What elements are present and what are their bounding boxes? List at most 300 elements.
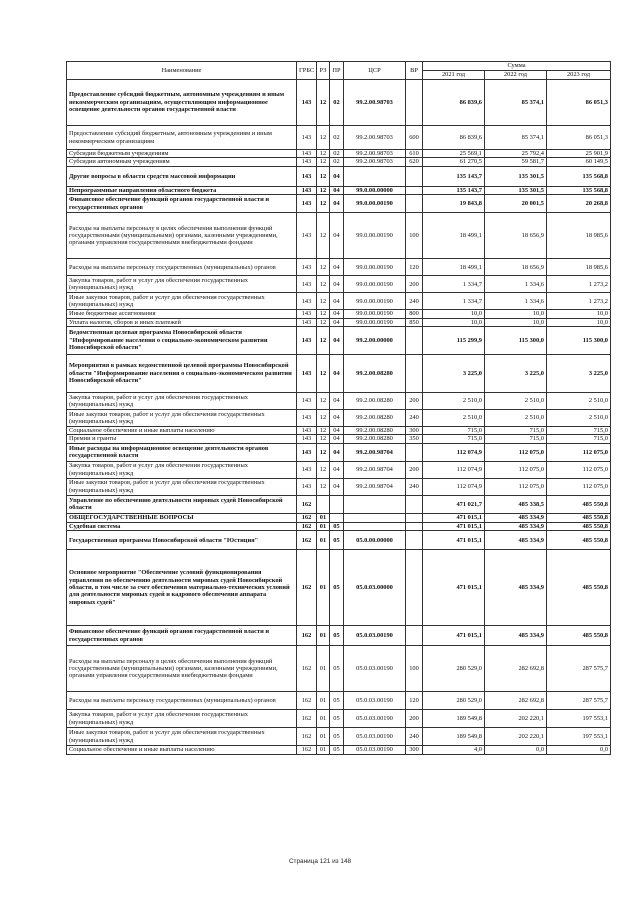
row-name: Финансовое обеспечение функций органов государственной власти и государственных органов (67, 195, 297, 213)
header-csr: ЦСР (344, 62, 406, 80)
row-pr: 05 (330, 550, 344, 626)
row-csr (344, 166, 406, 186)
row-sum-2021: 112 074,9 (423, 461, 485, 478)
row-grbs: 162 (297, 513, 317, 522)
row-csr: 99.0.00.00190 (344, 259, 406, 276)
row-sum-2023: 86 051,3 (547, 126, 611, 150)
row-sum-2021: 471 015,1 (423, 626, 485, 646)
row-sum-2021: 135 143,7 (423, 166, 485, 186)
row-rz: 01 (317, 646, 330, 692)
row-sum-2021: 280 529,0 (423, 692, 485, 710)
row-grbs: 162 (297, 646, 317, 692)
table-row (67, 126, 611, 150)
row-name: Закупка товаров, работ и услуг для обеспечения государственных (муниципальных) нужд (67, 276, 297, 293)
row-name: Расходы на выплаты персоналу в целях обеспечения выполнения функций государственными (муниципальными) органами, казенными учреждениями, органами управления государственными внебюджетными фондами (67, 646, 297, 692)
row-csr (344, 495, 406, 513)
row-sum-2022: 2 510,0 (485, 393, 547, 410)
row-sum-2022: 85 374,1 (485, 126, 547, 150)
row-pr: 04 (330, 166, 344, 186)
row-sum-2023: 287 575,7 (547, 646, 611, 692)
row-rz: 12 (317, 150, 330, 158)
row-vr: 300 (406, 427, 423, 435)
row-vr: 850 (406, 318, 423, 326)
row-vr (406, 513, 423, 522)
row-pr: 02 (330, 158, 344, 166)
row-sum-2021: 4,0 (423, 746, 485, 754)
row-sum-2023: 135 568,8 (547, 166, 611, 186)
row-rz: 12 (317, 293, 330, 310)
table-row (67, 531, 611, 550)
row-rz: 01 (317, 531, 330, 550)
row-csr: 05.0.03.00190 (344, 746, 406, 754)
row-rz: 01 (317, 626, 330, 646)
row-rz: 12 (317, 166, 330, 186)
row-sum-2022: 282 692,8 (485, 692, 547, 710)
row-sum-2021: 471 015,1 (423, 531, 485, 550)
row-grbs: 143 (297, 410, 317, 427)
row-name: Основное мероприятие "Обеспечение условий функционирования управления по обеспечению деятельности мировых судей Новосибирской области, в том числе за счет обеспечения материально-технических условий для деятельности мировых судей и кадрового обеспечения аппарата мировых судей" (67, 550, 297, 626)
row-pr: 05 (330, 626, 344, 646)
row-csr: 99.2.00.08280 (344, 435, 406, 443)
row-rz: 01 (317, 710, 330, 728)
row-sum-2023: 10,0 (547, 318, 611, 326)
row-csr: 99.2.00.98704 (344, 443, 406, 461)
row-sum-2022: 10,0 (485, 318, 547, 326)
row-sum-2021: 18 499,1 (423, 213, 485, 259)
row-pr: 05 (330, 646, 344, 692)
row-sum-2022: 135 301,5 (485, 166, 547, 186)
row-pr: 05 (330, 746, 344, 754)
row-sum-2021: 86 839,6 (423, 126, 485, 150)
row-sum-2023: 112 075,0 (547, 461, 611, 478)
row-sum-2021: 19 843,8 (423, 195, 485, 213)
row-vr: 120 (406, 692, 423, 710)
row-sum-2022: 112 075,0 (485, 443, 547, 461)
row-sum-2022: 282 692,8 (485, 646, 547, 692)
row-name: Управление по обеспечению деятельности мировых судей Новосибирской области (67, 495, 297, 513)
row-pr: 04 (330, 355, 344, 393)
row-sum-2021: 112 074,9 (423, 478, 485, 495)
row-rz: 12 (317, 213, 330, 259)
row-csr: 05.0.03.00190 (344, 646, 406, 692)
row-grbs: 143 (297, 427, 317, 435)
row-grbs: 143 (297, 393, 317, 410)
table-row (67, 318, 611, 326)
row-rz (317, 495, 330, 513)
row-sum-2022: 485 334,9 (485, 550, 547, 626)
header-pr: ПР (330, 62, 344, 80)
row-sum-2022: 485 334,9 (485, 513, 547, 522)
row-pr: 04 (330, 443, 344, 461)
row-vr (406, 443, 423, 461)
row-pr: 04 (330, 461, 344, 478)
row-sum-2023: 60 149,5 (547, 158, 611, 166)
row-csr (344, 522, 406, 530)
row-csr: 99.0.00.00000 (344, 186, 406, 194)
row-vr (406, 522, 423, 530)
row-vr: 200 (406, 710, 423, 728)
row-csr: 99.2.00.98703 (344, 80, 406, 126)
row-name: Социальное обеспечение и иные выплаты населению (67, 427, 297, 435)
row-vr (406, 531, 423, 550)
row-rz: 12 (317, 427, 330, 435)
table-row (67, 186, 611, 194)
row-sum-2023: 1 273,2 (547, 293, 611, 310)
row-pr (330, 495, 344, 513)
row-csr: 99.2.00.08280 (344, 355, 406, 393)
row-grbs: 162 (297, 692, 317, 710)
row-sum-2021: 471 015,1 (423, 550, 485, 626)
row-grbs: 143 (297, 435, 317, 443)
table-row (67, 461, 611, 478)
row-grbs: 143 (297, 186, 317, 194)
row-grbs: 143 (297, 276, 317, 293)
table-row (67, 276, 611, 293)
row-rz: 12 (317, 435, 330, 443)
row-csr: 99.2.00.98703 (344, 126, 406, 150)
table-row (67, 150, 611, 158)
table-row (67, 80, 611, 126)
row-csr: 99.2.00.98704 (344, 461, 406, 478)
row-sum-2022: 112 075,0 (485, 461, 547, 478)
row-csr: 99.2.00.98703 (344, 150, 406, 158)
row-sum-2023: 3 225,0 (547, 355, 611, 393)
row-vr: 120 (406, 259, 423, 276)
table-row (67, 259, 611, 276)
row-grbs: 162 (297, 531, 317, 550)
row-sum-2022: 25 792,4 (485, 150, 547, 158)
row-sum-2023: 18 985,6 (547, 259, 611, 276)
row-grbs: 143 (297, 259, 317, 276)
row-sum-2021: 471 021,7 (423, 495, 485, 513)
row-pr: 05 (330, 531, 344, 550)
row-vr: 600 (406, 126, 423, 150)
row-name: Иные закупки товаров, работ и услуг для обеспечения государственных (муниципальных) нужд (67, 410, 297, 427)
row-grbs: 143 (297, 310, 317, 318)
table-row (67, 626, 611, 646)
row-csr: 99.0.00.00190 (344, 213, 406, 259)
row-sum-2023: 715,0 (547, 435, 611, 443)
row-vr: 100 (406, 646, 423, 692)
row-grbs: 143 (297, 80, 317, 126)
row-vr: 240 (406, 410, 423, 427)
row-name: Ведомственная целевая программа Новосибирской области "Информирование населения о социально-экономическом развитии Новосибирской области" (67, 327, 297, 355)
row-name: Субсидии автономным учреждениям (67, 158, 297, 166)
table-row (67, 495, 611, 513)
row-rz: 12 (317, 443, 330, 461)
row-rz: 12 (317, 327, 330, 355)
row-sum-2021: 189 549,8 (423, 728, 485, 746)
table-row (67, 195, 611, 213)
row-sum-2023: 485 550,8 (547, 626, 611, 646)
row-sum-2022: 3 225,0 (485, 355, 547, 393)
row-vr (406, 186, 423, 194)
row-sum-2022: 20 001,5 (485, 195, 547, 213)
document-page (66, 61, 610, 755)
row-grbs: 162 (297, 626, 317, 646)
row-pr (330, 513, 344, 522)
row-csr: 05.0.03.00000 (344, 550, 406, 626)
row-csr: 99.2.00.08280 (344, 410, 406, 427)
row-pr: 04 (330, 327, 344, 355)
row-sum-2021: 3 225,0 (423, 355, 485, 393)
row-sum-2022: 2 510,0 (485, 410, 547, 427)
row-grbs: 162 (297, 746, 317, 754)
header-year-2022: 2022 год (485, 71, 547, 80)
row-rz: 01 (317, 728, 330, 746)
row-sum-2023: 10,0 (547, 310, 611, 318)
row-csr: 99.2.00.00000 (344, 327, 406, 355)
row-vr: 620 (406, 158, 423, 166)
table-row (67, 710, 611, 728)
row-grbs: 162 (297, 495, 317, 513)
row-sum-2022: 202 220,1 (485, 728, 547, 746)
table-row (67, 550, 611, 626)
table-row (67, 293, 611, 310)
table-row (67, 435, 611, 443)
row-sum-2021: 715,0 (423, 435, 485, 443)
row-rz: 01 (317, 522, 330, 530)
row-sum-2021: 135 143,7 (423, 186, 485, 194)
row-sum-2023: 485 550,8 (547, 513, 611, 522)
row-rz: 12 (317, 461, 330, 478)
row-csr: 99.2.00.98703 (344, 158, 406, 166)
header-name: Наименование (67, 62, 297, 80)
row-name: Предоставление субсидий бюджетным, автономным учреждениям и иным некоммерческим организациям (67, 126, 297, 150)
row-sum-2022: 485 334,9 (485, 522, 547, 530)
row-name: ОБЩЕГОСУДАРСТВЕННЫЕ ВОПРОСЫ (67, 513, 297, 522)
row-sum-2023: 112 075,0 (547, 443, 611, 461)
row-sum-2022: 18 656,9 (485, 213, 547, 259)
row-name: Непрограммные направления областного бюджета (67, 186, 297, 194)
row-rz: 12 (317, 318, 330, 326)
row-sum-2021: 715,0 (423, 427, 485, 435)
row-sum-2021: 2 510,0 (423, 393, 485, 410)
row-vr (406, 495, 423, 513)
row-name: Предоставление субсидий бюджетным, автономным учреждениям и иным некоммерческим организациям, осуществляющим информационное освещение деятельности органов государственной власти (67, 80, 297, 126)
row-sum-2022: 10,0 (485, 310, 547, 318)
row-csr: 99.2.00.08280 (344, 393, 406, 410)
row-pr: 02 (330, 80, 344, 126)
row-name: Иные бюджетные ассигнования (67, 310, 297, 318)
row-grbs: 143 (297, 195, 317, 213)
row-sum-2022: 715,0 (485, 435, 547, 443)
table-row (67, 393, 611, 410)
row-sum-2023: 135 568,8 (547, 186, 611, 194)
row-csr: 99.2.00.08280 (344, 427, 406, 435)
row-sum-2023: 485 550,8 (547, 531, 611, 550)
row-rz: 12 (317, 310, 330, 318)
row-name: Закупка товаров, работ и услуг для обеспечения государственных (муниципальных) нужд (67, 461, 297, 478)
row-sum-2022: 202 220,1 (485, 710, 547, 728)
row-pr: 04 (330, 393, 344, 410)
row-csr: 99.0.00.00190 (344, 195, 406, 213)
row-grbs: 143 (297, 461, 317, 478)
row-grbs: 143 (297, 318, 317, 326)
row-vr: 300 (406, 746, 423, 754)
row-sum-2021: 10,0 (423, 310, 485, 318)
row-csr: 99.2.00.98704 (344, 478, 406, 495)
row-sum-2023: 485 550,8 (547, 522, 611, 530)
header-sum: Сумма (423, 62, 611, 71)
row-name: Судебная система (67, 522, 297, 530)
row-name: Иные расходы на информационное освещение деятельности органов государственной власти (67, 443, 297, 461)
row-sum-2023: 25 901,9 (547, 150, 611, 158)
row-sum-2021: 280 529,0 (423, 646, 485, 692)
table-row (67, 646, 611, 692)
row-vr (406, 355, 423, 393)
row-sum-2021: 189 549,8 (423, 710, 485, 728)
row-vr: 240 (406, 293, 423, 310)
row-name: Закупка товаров, работ и услуг для обеспечения государственных (муниципальных) нужд (67, 393, 297, 410)
row-grbs: 143 (297, 443, 317, 461)
row-vr: 610 (406, 150, 423, 158)
row-name: Уплата налогов, сборов и иных платежей (67, 318, 297, 326)
table-body (67, 80, 611, 755)
header-grbs: ГРБС (297, 62, 317, 80)
row-sum-2021: 471 015,1 (423, 513, 485, 522)
table-row (67, 327, 611, 355)
row-name: Премии и гранты (67, 435, 297, 443)
row-sum-2022: 18 656,9 (485, 259, 547, 276)
row-sum-2023: 2 510,0 (547, 410, 611, 427)
row-pr: 04 (330, 427, 344, 435)
row-vr: 350 (406, 435, 423, 443)
row-sum-2021: 18 499,1 (423, 259, 485, 276)
row-vr: 240 (406, 478, 423, 495)
row-sum-2023: 287 575,7 (547, 692, 611, 710)
row-csr: 05.0.03.00190 (344, 728, 406, 746)
row-pr: 04 (330, 293, 344, 310)
row-sum-2021: 61 270,5 (423, 158, 485, 166)
row-csr (344, 513, 406, 522)
row-grbs: 143 (297, 327, 317, 355)
row-grbs: 162 (297, 550, 317, 626)
table-header (67, 62, 611, 80)
row-name: Субсидии бюджетным учреждениям (67, 150, 297, 158)
row-csr: 99.0.00.00190 (344, 318, 406, 326)
row-sum-2023: 197 553,1 (547, 728, 611, 746)
row-sum-2023: 86 051,3 (547, 80, 611, 126)
row-pr: 04 (330, 410, 344, 427)
row-sum-2023: 1 273,2 (547, 276, 611, 293)
header-rz: РЗ (317, 62, 330, 80)
row-grbs: 143 (297, 478, 317, 495)
table-row (67, 522, 611, 530)
row-rz: 12 (317, 276, 330, 293)
row-sum-2023: 18 985,6 (547, 213, 611, 259)
row-sum-2021: 471 015,1 (423, 522, 485, 530)
row-pr: 05 (330, 710, 344, 728)
row-sum-2022: 115 300,0 (485, 327, 547, 355)
row-vr (406, 80, 423, 126)
row-name: Иные закупки товаров, работ и услуг для обеспечения государственных (муниципальных) нужд (67, 728, 297, 746)
row-rz: 12 (317, 186, 330, 194)
row-pr: 04 (330, 318, 344, 326)
row-pr: 05 (330, 728, 344, 746)
table-row (67, 692, 611, 710)
table-row (67, 513, 611, 522)
row-name: Расходы на выплаты персоналу в целях обеспечения выполнения функций государственными (муниципальными) органами, казенными учреждениями, органами управления государственными внебюджетными фондами (67, 213, 297, 259)
row-sum-2021: 1 334,7 (423, 293, 485, 310)
row-pr: 05 (330, 692, 344, 710)
page-number: Страница 121 из 148 (288, 858, 352, 865)
row-vr (406, 626, 423, 646)
row-vr (406, 195, 423, 213)
row-vr: 800 (406, 310, 423, 318)
table-row (67, 427, 611, 435)
row-sum-2021: 10,0 (423, 318, 485, 326)
table-row (67, 478, 611, 495)
row-sum-2021: 115 299,9 (423, 327, 485, 355)
row-sum-2021: 2 510,0 (423, 410, 485, 427)
row-name: Другие вопросы в области средств массовой информации (67, 166, 297, 186)
row-name: Иные закупки товаров, работ и услуг для обеспечения государственных (муниципальных) нужд (67, 293, 297, 310)
row-rz: 01 (317, 746, 330, 754)
row-grbs: 162 (297, 728, 317, 746)
row-vr: 100 (406, 213, 423, 259)
row-sum-2022: 1 334,6 (485, 293, 547, 310)
row-sum-2022: 485 334,9 (485, 531, 547, 550)
row-grbs: 143 (297, 126, 317, 150)
row-sum-2022: 135 301,5 (485, 186, 547, 194)
row-sum-2021: 1 334,7 (423, 276, 485, 293)
row-name: Иные закупки товаров, работ и услуг для обеспечения государственных (муниципальных) нужд (67, 478, 297, 495)
table-row (67, 310, 611, 318)
row-grbs: 143 (297, 213, 317, 259)
row-sum-2022: 485 334,9 (485, 626, 547, 646)
table-row (67, 746, 611, 754)
row-rz: 01 (317, 513, 330, 522)
row-name: Финансовое обеспечение функций органов государственной власти и государственных органов (67, 626, 297, 646)
row-pr: 05 (330, 522, 344, 530)
row-pr: 02 (330, 150, 344, 158)
row-sum-2022: 112 075,0 (485, 478, 547, 495)
header-vr: ВР (406, 62, 423, 80)
row-sum-2023: 197 553,1 (547, 710, 611, 728)
row-name: Расходы на выплаты персоналу государственных (муниципальных) органов (67, 259, 297, 276)
row-sum-2023: 0,0 (547, 746, 611, 754)
row-name: Закупка товаров, работ и услуг для обеспечения государственных (муниципальных) нужд (67, 710, 297, 728)
row-vr (406, 550, 423, 626)
table-row (67, 443, 611, 461)
row-vr (406, 327, 423, 355)
row-pr: 04 (330, 276, 344, 293)
row-sum-2021: 112 074,9 (423, 443, 485, 461)
row-grbs: 143 (297, 166, 317, 186)
row-grbs: 162 (297, 522, 317, 530)
row-csr: 99.0.00.00190 (344, 293, 406, 310)
row-rz: 01 (317, 692, 330, 710)
row-sum-2021: 86 839,6 (423, 80, 485, 126)
row-rz: 12 (317, 126, 330, 150)
row-vr: 200 (406, 393, 423, 410)
row-sum-2022: 59 581,7 (485, 158, 547, 166)
row-name: Социальное обеспечение и иные выплаты населению (67, 746, 297, 754)
row-sum-2023: 115 300,0 (547, 327, 611, 355)
row-rz: 01 (317, 550, 330, 626)
row-csr: 99.0.00.00190 (344, 310, 406, 318)
row-name: Расходы на выплаты персоналу государственных (муниципальных) органов (67, 692, 297, 710)
table-row (67, 410, 611, 427)
row-sum-2023: 715,0 (547, 427, 611, 435)
row-csr: 05.0.00.00000 (344, 531, 406, 550)
row-sum-2022: 485 338,5 (485, 495, 547, 513)
row-rz: 12 (317, 195, 330, 213)
row-vr: 240 (406, 728, 423, 746)
row-grbs: 143 (297, 150, 317, 158)
row-vr: 200 (406, 276, 423, 293)
